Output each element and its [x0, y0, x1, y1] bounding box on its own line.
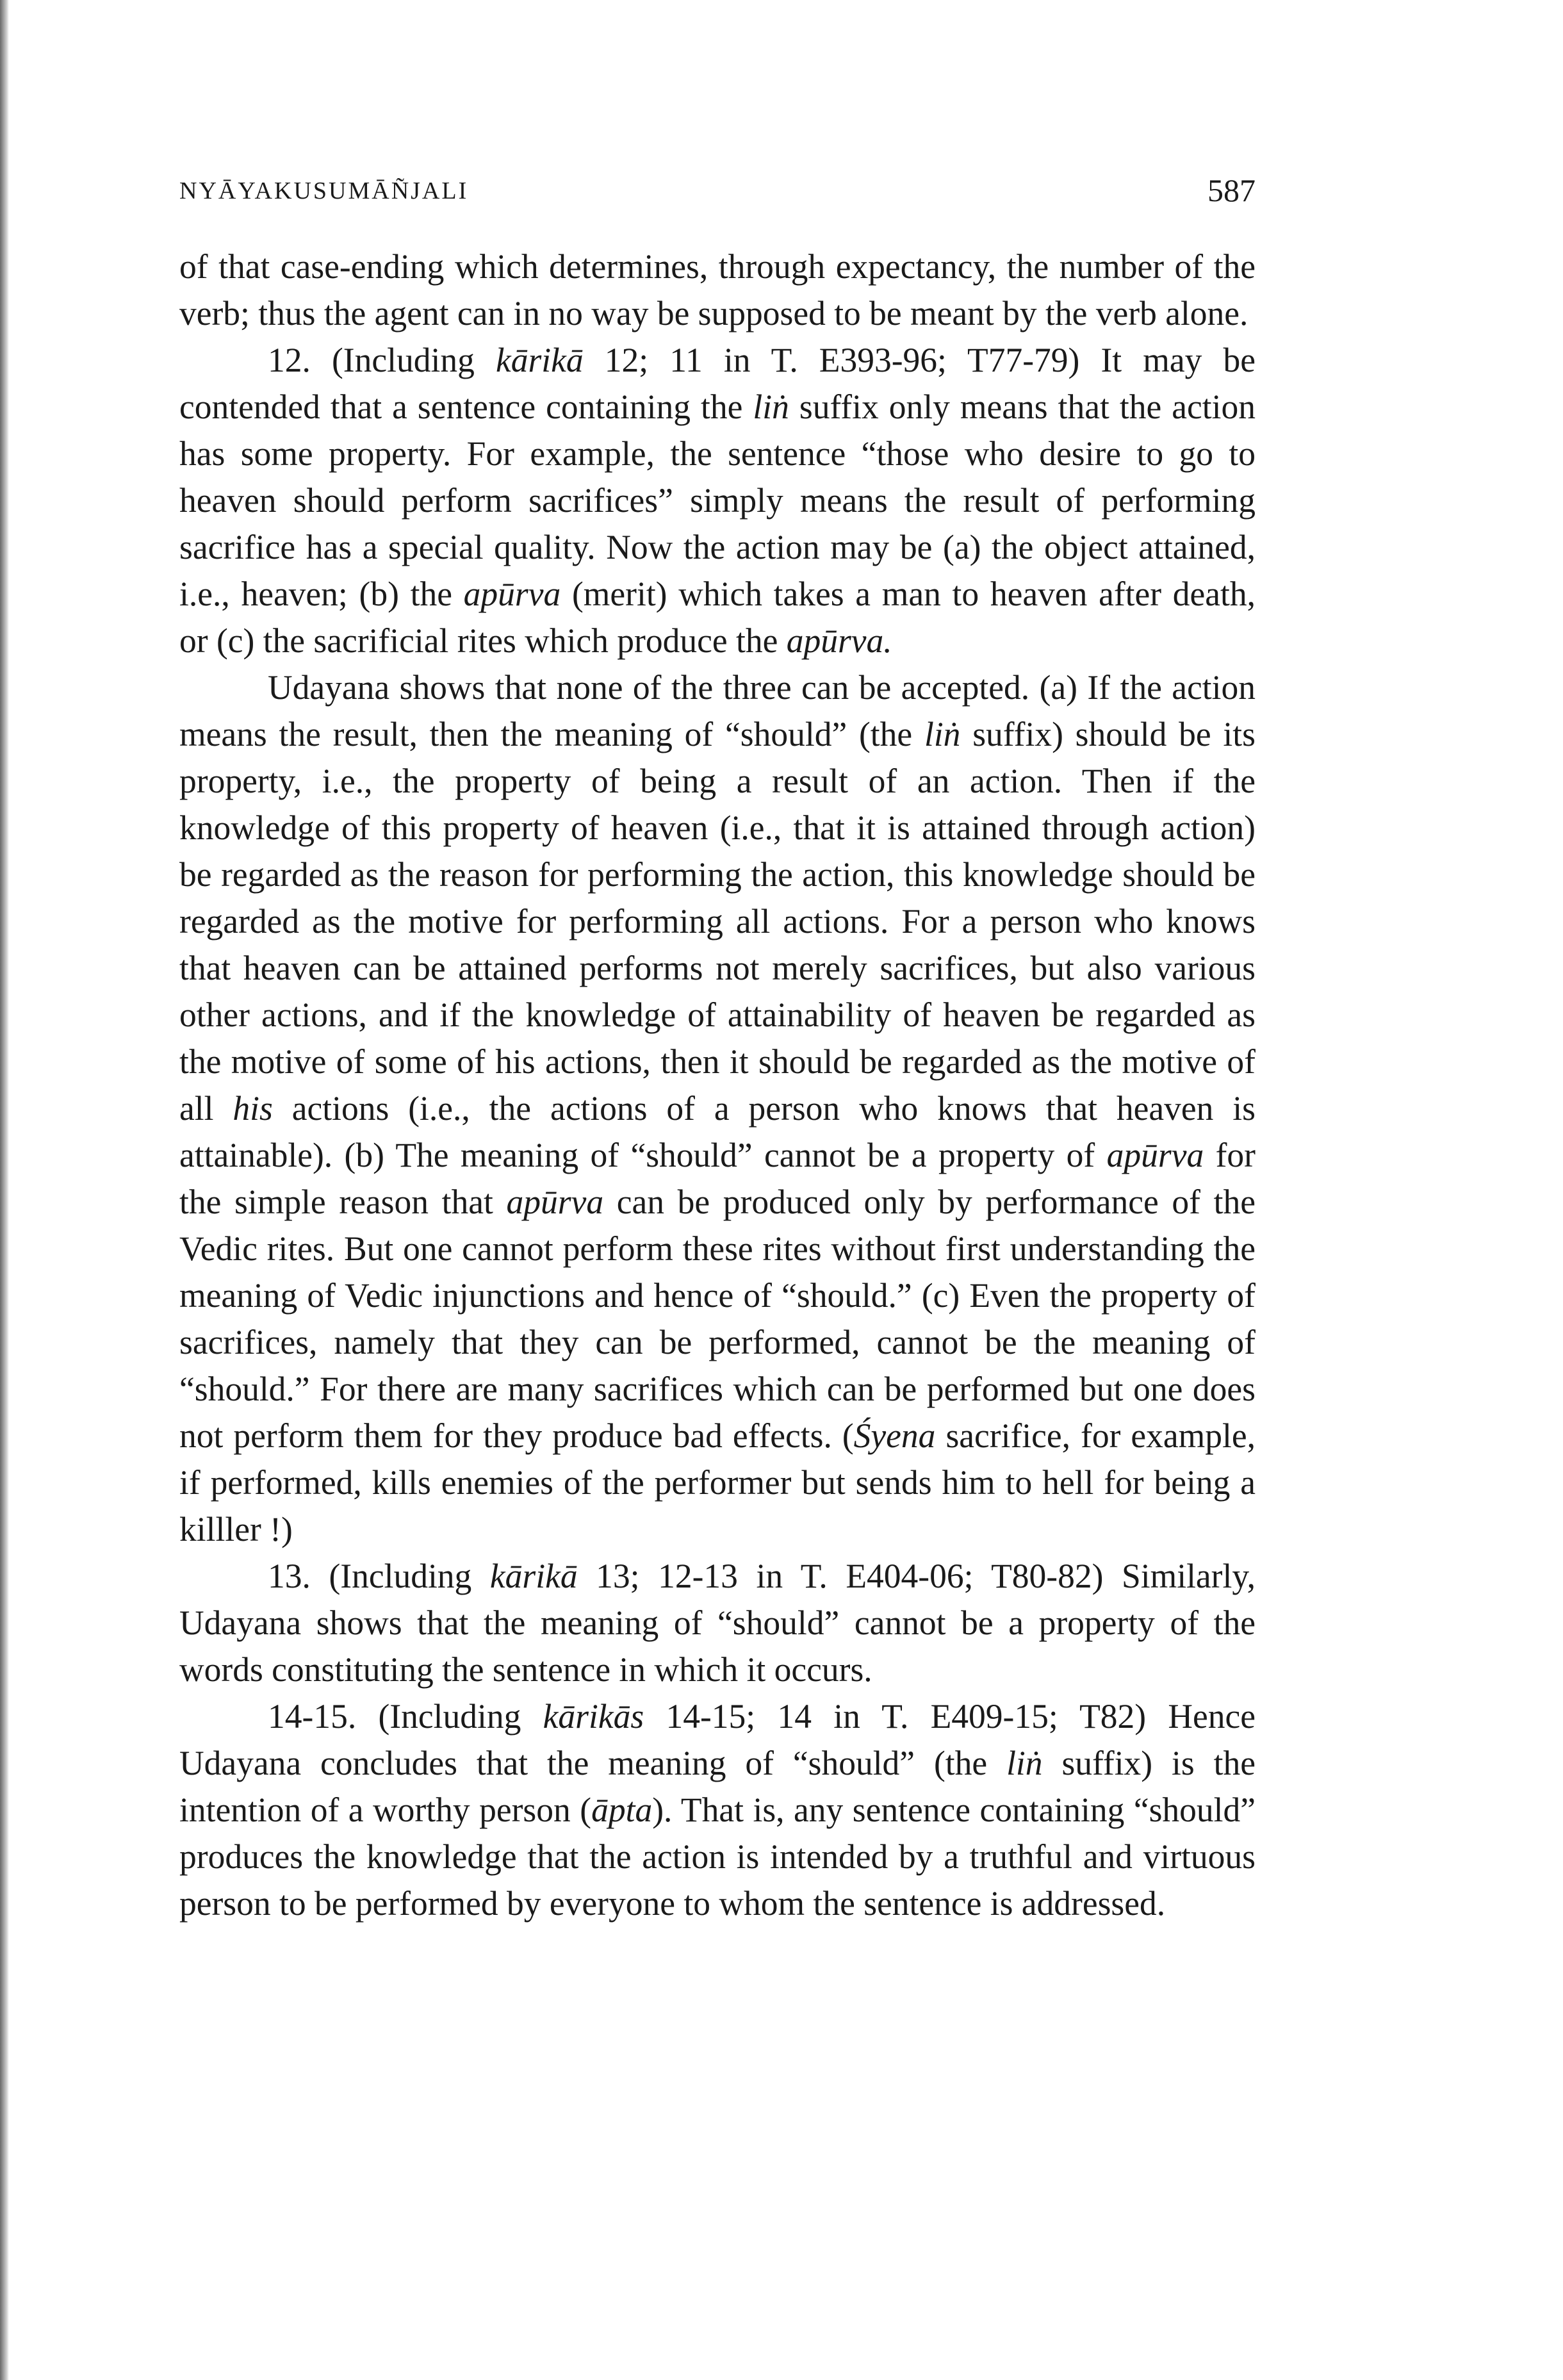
text-run: can be produced only by performance of the Vedic rites. But one cannot perform these rites without first understanding the meaning of Vedic injunctions and hence of “should.” (c) Even the property of sacrifices, namely that they can be performed, cannot be the meaning of “should.” For there are many sacrifices which can be performed but one does not perform them for they produce bad effects. (: [179, 1183, 1256, 1455]
text-run: for the simple reason that: [179, 1136, 1256, 1221]
text-run: suffix) should be its property, i.e., the property of being a result of an action. Then if the knowledge of this property of heaven (i.e., that it is attained through action) be regarded as the reason for performing the action, this knowledge should be regarded as the motive for performing all actions. For a person who knows that heaven can be attained performs not merely sacrifices, but also various other actions, and if the knowledge of attainability of heaven be regarded as the motive of some of his actions, then it should be regarded as the motive of all: [179, 715, 1256, 1128]
italic-term: apūrva.: [786, 621, 892, 660]
italic-term: apūrva: [463, 575, 561, 613]
text-body: [179, 243, 1256, 1927]
italic-term: apūrva: [506, 1183, 604, 1221]
text-run: suffix) is the intention of a worthy person (: [179, 1744, 1256, 1829]
text-run: suffix only means that the action has some property. For example, the sentence “those who desire to go to heaven should perform sacrifices” simply means the result of performing sacrifice has a special quality. Now the action may be (a) the object attained, i.e., heaven; (b) the: [179, 388, 1256, 613]
italic-term: liṅ: [753, 388, 789, 426]
text-run: of that case-ending which determines, through expectancy, the number of the verb; thus the agent can in no way be supposed to be meant by the verb alone.: [179, 247, 1256, 332]
page-number: 587: [1207, 172, 1256, 208]
paragraph-14-15: [179, 1693, 1256, 1927]
paragraph-13: [179, 1553, 1256, 1693]
text-run: actions (i.e., the actions of a person who knows that heaven is attainable). (b) The meaning of “should” cannot be a property of: [179, 1089, 1256, 1174]
italic-term: Śyena: [853, 1416, 936, 1455]
running-head-title: NYĀYAKUSUMĀÑJALI: [179, 177, 469, 204]
italic-term: kārikās: [543, 1697, 644, 1736]
text-run: 13. (Including: [268, 1557, 490, 1595]
text-run: 14-15. (Including: [268, 1697, 543, 1736]
text-run: ). That is, any sentence containing “should” produces the knowledge that the action is intended by a truthful and virtuous person to be performed by everyone to whom the sentence is addressed.: [179, 1791, 1256, 1923]
italic-term: apūrva: [1106, 1136, 1204, 1174]
binding-edge: [0, 0, 9, 2380]
running-head: [179, 172, 1256, 217]
text-run: 12; 11 in T. E393-96; T77-79) It may be contended that a sentence containing the: [179, 341, 1256, 426]
text-run: 13; 12-13 in T. E404-06; T80-82) Similarly, Udayana shows that the meaning of “should” cannot be a property of the words constituting the sentence in which it occurs.: [179, 1557, 1256, 1689]
text-run: sacrifice, for example, if performed, kills enemies of the performer but sends him to hell for being a killler !): [179, 1416, 1256, 1548]
italic-term: kārikā: [489, 1557, 578, 1595]
text-run: (merit) which takes a man to heaven after death, or (c) the sacrificial rites which produce the: [179, 575, 1256, 660]
italic-term: āpta: [591, 1791, 653, 1829]
paragraph-12: [179, 337, 1256, 664]
italic-term: his: [233, 1089, 273, 1128]
text-run: Udayana shows that none of the three can be accepted. (a) If the action means the result, then the meaning of “should” (the: [179, 668, 1256, 753]
italic-term: liṅ: [1006, 1744, 1043, 1782]
italic-term: kārikā: [495, 341, 584, 379]
paragraph-continuation: [179, 243, 1256, 337]
text-run: 14-15; 14 in T. E409-15; T82) Hence Udayana concludes that the meaning of “should” (the: [179, 1697, 1256, 1782]
italic-term: liṅ: [924, 715, 961, 753]
paragraph-12-udayana: [179, 664, 1256, 1553]
text-run: 12. (Including: [268, 341, 496, 379]
